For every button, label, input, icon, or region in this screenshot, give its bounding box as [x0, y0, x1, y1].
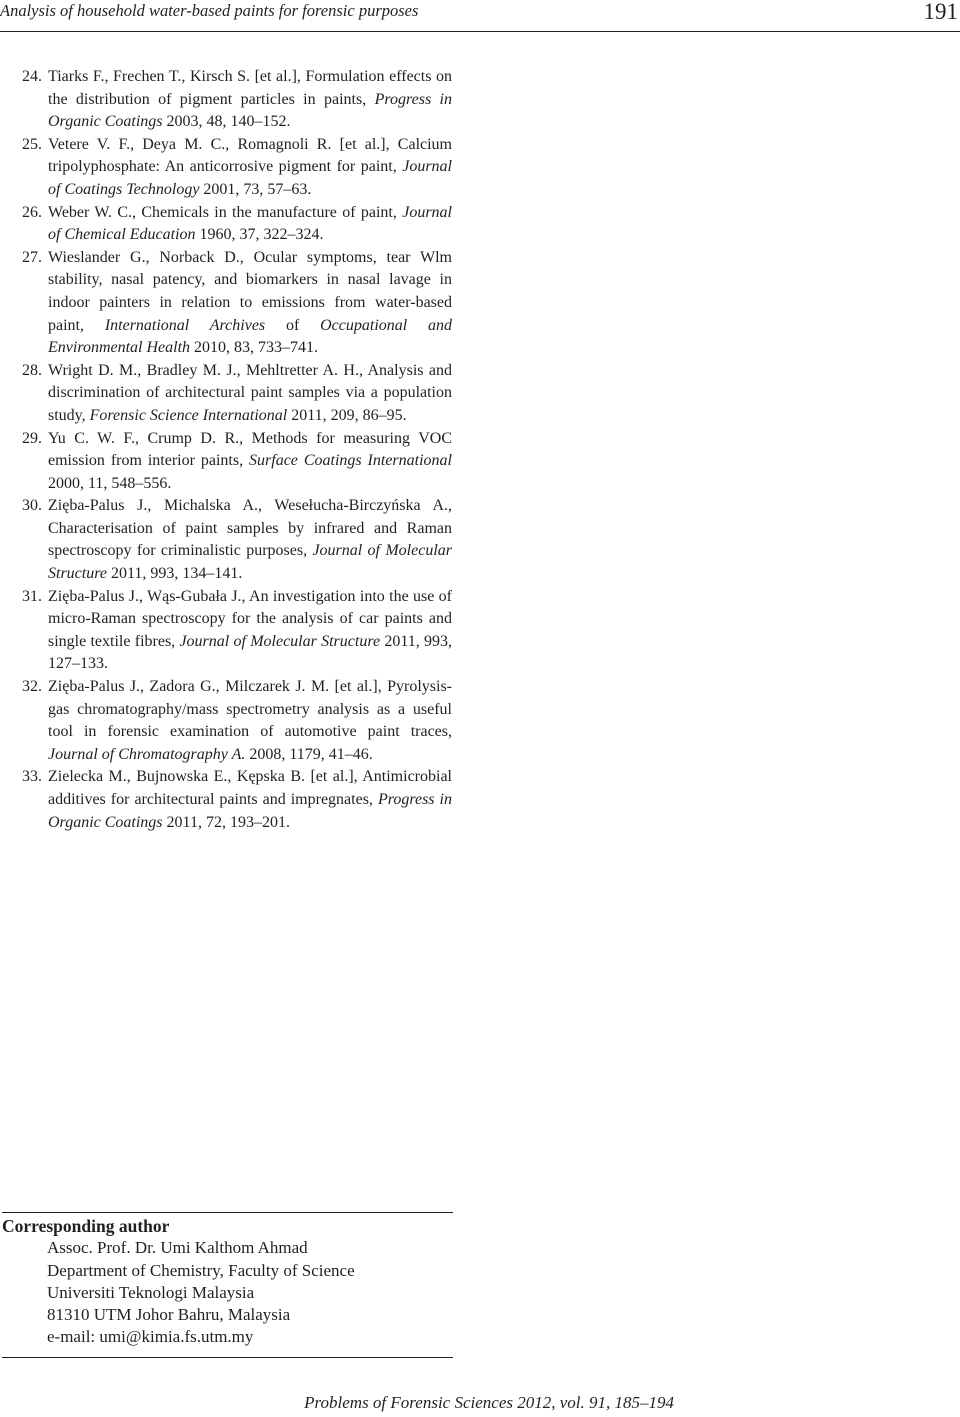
reference-connector: of [265, 316, 321, 334]
reference-number: 30. [22, 497, 42, 515]
reference-item [22, 202, 452, 247]
reference-authors-title: Zięba-Palus J., Wąs-Gubała J., An investigation into the use of micro-Raman spectroscopy for the analysis of car paints and single textile fibres, [48, 587, 452, 650]
reference-number: 29. [22, 429, 42, 447]
reference-details: 2003, 48, 140–152. [162, 113, 291, 131]
reference-item [22, 360, 452, 428]
reference-number: 32. [22, 678, 42, 696]
reference-journal: Journal of Coatings Technology [48, 158, 452, 198]
reference-details: 2001, 73, 57–63. [199, 180, 312, 198]
reference-number: 25. [22, 135, 42, 153]
reference-details: 2000, 11, 548–556. [48, 474, 172, 492]
reference-number: 31. [22, 587, 42, 605]
reference-authors-title: Vetere V. F., Deya M. C., Romagnoli R. [et al.], Calcium tripolyphosphate: An anticorrosive pigment for paint, [48, 135, 452, 176]
page-number: 191 [923, 0, 958, 24]
running-head [0, 0, 960, 32]
reference-number: 33. [22, 768, 42, 786]
reference-item [22, 247, 452, 360]
reference-journal-continued: Occupational and Environmental Health [48, 316, 453, 357]
reference-number: 24. [22, 68, 42, 85]
reference-authors-title: Yu C. W. F., Crump D. R., Methods for measuring VOC emission from interior paints, [48, 429, 452, 470]
author-address: 81310 UTM Johor Bahru, Malaysia [47, 1305, 291, 1325]
reference-details: 2011, 209, 86–95. [287, 406, 407, 424]
reference-journal: Journal of Molecular Structure [48, 542, 452, 583]
reference-journal: Surface Coatings International [249, 452, 452, 470]
reference-authors-title: Wieslander G., Norback D., Ocular symptoms, tear Wlm stability, nasal patency, and biomarkers in nasal lavage in indoor painters in relation to emissions from water-based paint, [48, 248, 452, 334]
reference-journal: Journal of Molecular Structure [179, 632, 381, 650]
reference-authors-title: Tiarks F., Frechen T., Kirsch S. [et al.], Formulation effects on the distribution of pigment particles in paints, [48, 68, 452, 108]
header-rule [0, 31, 960, 32]
corresponding-author-box [2, 1212, 453, 1358]
author-email: e-mail: umi@kimia.fs.utm.my [47, 1327, 254, 1347]
reference-journal: Progress in Organic Coatings [48, 90, 452, 131]
reference-item [22, 766, 452, 834]
reference-authors-title: Wright D. M., Bradley M. J., Mehltretter A. H., Analysis and discrimination of architectural paint samples via a population study, [48, 361, 452, 424]
reference-journal: Journal of Chromatography A. [48, 745, 246, 763]
reference-journal: Journal of Chemical Education [48, 203, 452, 244]
author-university: Universiti Teknologi Malaysia [47, 1282, 255, 1302]
reference-item [22, 676, 452, 766]
reference-authors-title: Zielecka M., Bujnowska E., Kępska B. [et al.], Antimicrobial additives for architectural paints and impregnates, [48, 768, 452, 808]
reference-list [22, 66, 452, 834]
reference-authors-title: Zięba-Palus J., Michalska A., Wesełucha-Birczyńska A., Characterisation of paint samples by infrared and Raman spectroscopy for criminalistic purposes, [48, 497, 452, 560]
reference-item [22, 66, 452, 134]
reference-authors-title: Weber W. C., Chemicals in the manufacture of paint, [48, 203, 403, 221]
reference-item [22, 586, 452, 676]
reference-number: 27. [22, 248, 42, 266]
reference-item [22, 495, 452, 585]
reference-details: 2010, 83, 733–741. [190, 339, 319, 357]
journal-footer: Problems of Forensic Sciences 2012, vol. 91, 185–194 [304, 1393, 674, 1412]
reference-details: 2011, 993, 134–141. [106, 565, 243, 583]
reference-number: 26. [22, 203, 42, 221]
corresponding-author-heading: Corresponding author [2, 1216, 170, 1236]
author-department: Department of Chemistry, Faculty of Science [47, 1260, 355, 1280]
author-name: Assoc. Prof. Dr. Umi Kalthom Ahmad [47, 1238, 308, 1258]
running-title: Analysis of household water-based paints for forensic purposes [0, 1, 419, 20]
reference-number: 28. [22, 361, 42, 379]
reference-item [22, 134, 452, 202]
reference-details: 2008, 1179, 41–46. [245, 745, 373, 763]
reference-details: 2011, 993, 127–133. [48, 632, 452, 673]
reference-journal: Forensic Science International [89, 406, 288, 424]
reference-journal: Progress in Organic Coatings [48, 791, 452, 831]
reference-details: 2011, 72, 193–201. [162, 813, 290, 831]
reference-authors-title: Zięba-Palus J., Zadora G., Milczarek J. M. [et al.], Pyrolysis-gas chromatography/mass spectrometry analysis as a useful tool in forensic examination of automotive paint traces, [48, 678, 452, 741]
reference-details: 1960, 37, 322–324. [195, 226, 324, 244]
reference-journal: International Archives [104, 316, 266, 334]
reference-item [22, 428, 452, 496]
